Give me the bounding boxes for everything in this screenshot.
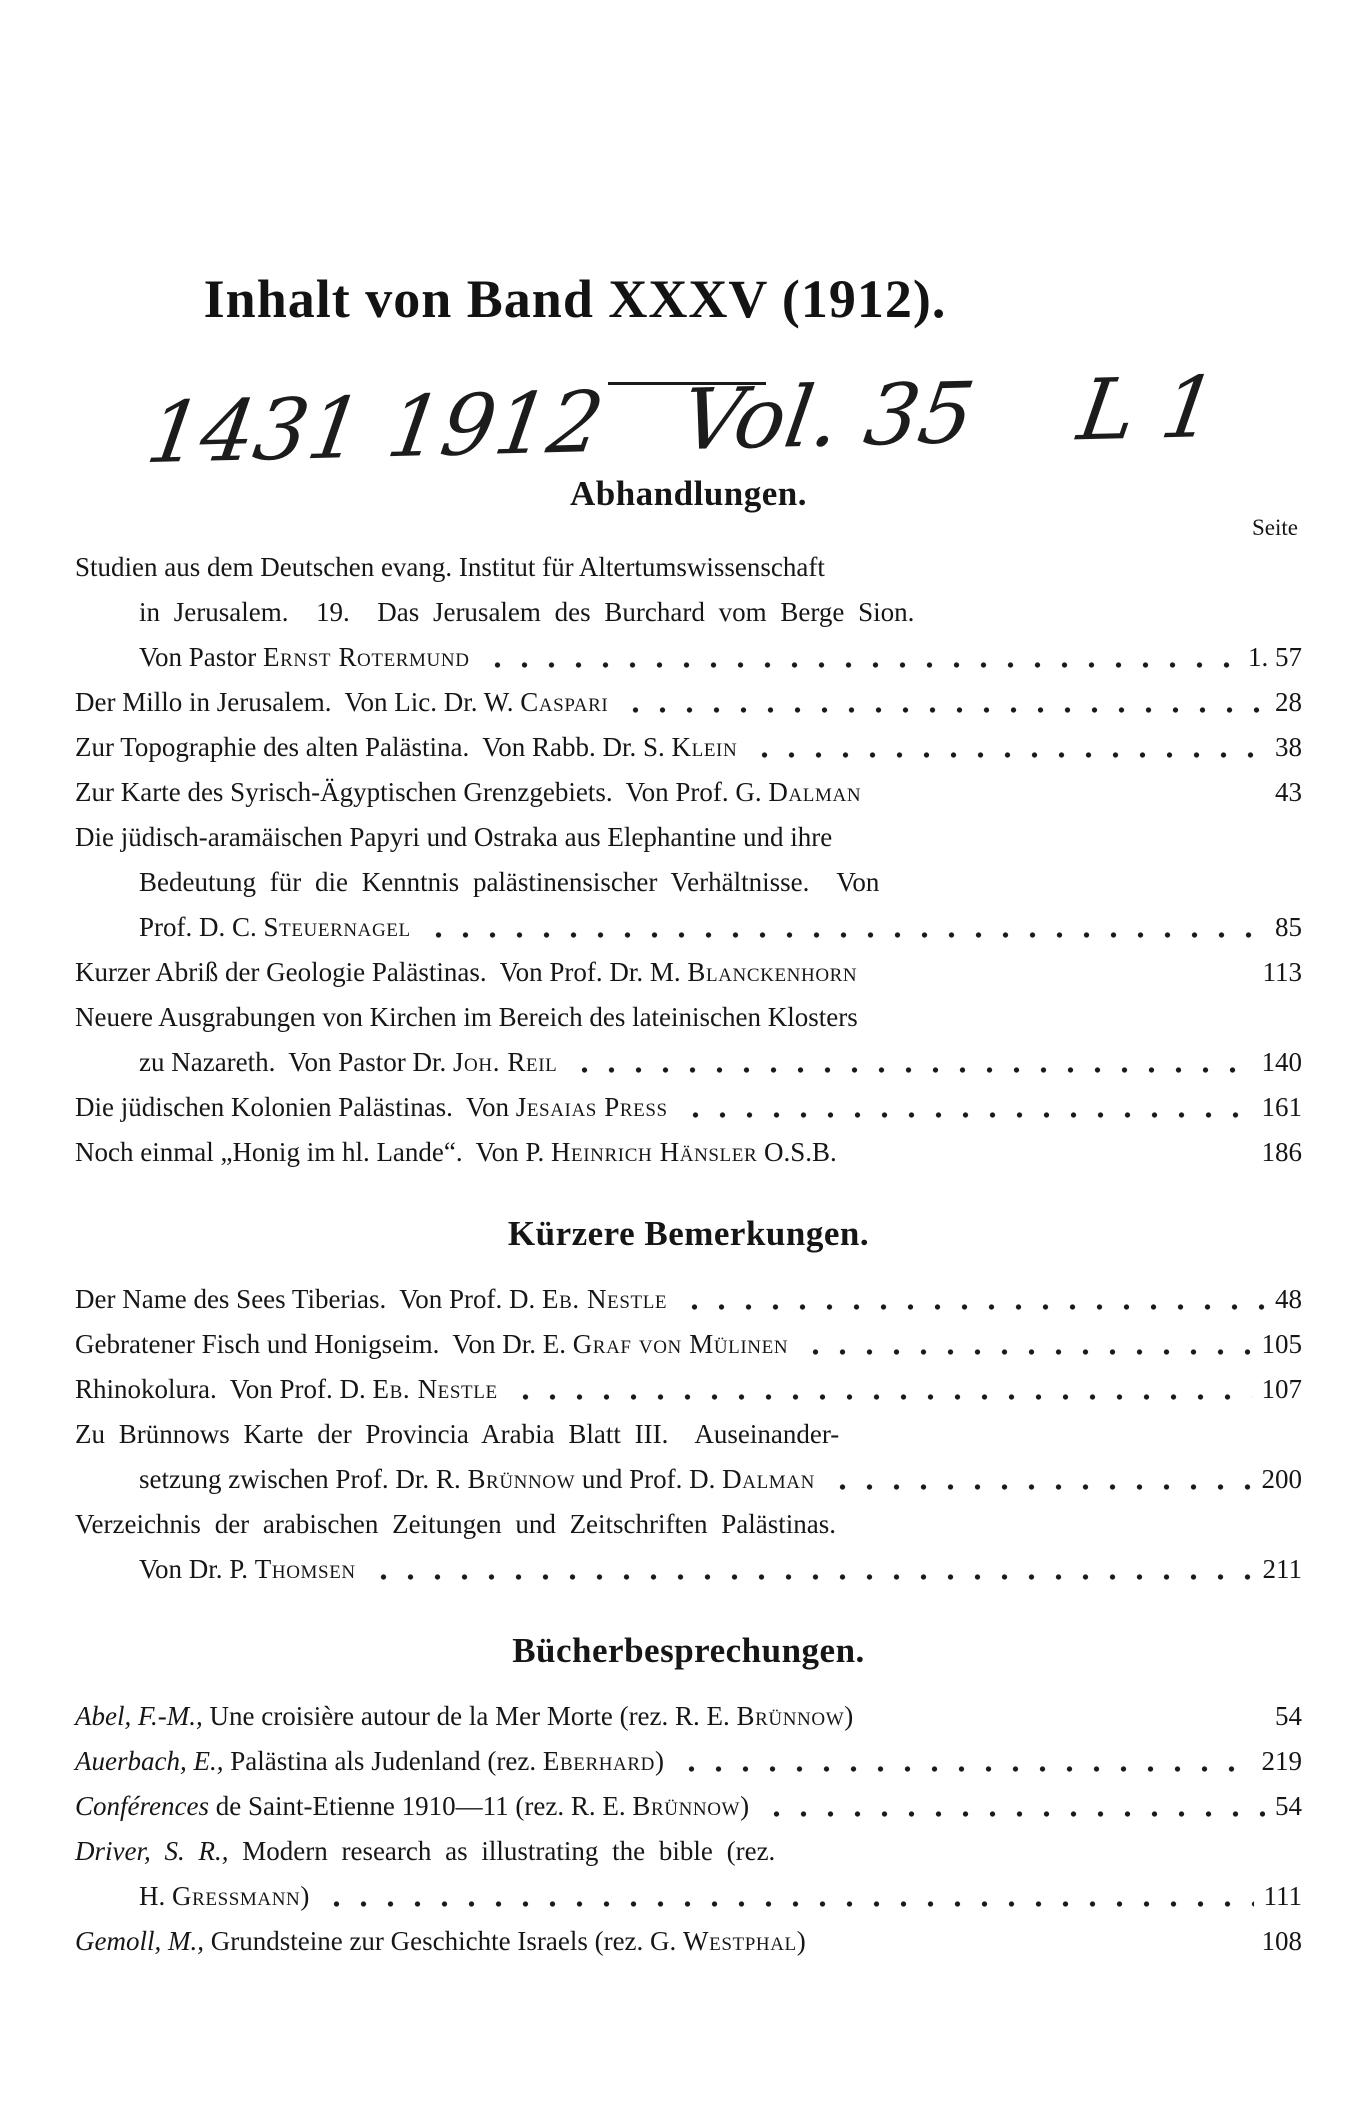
entry-text [75,1739,664,1784]
dot-leader [751,725,1265,770]
entry-text-segment: H. [139,1881,172,1911]
entry-text-segment: ) [300,1881,310,1911]
dot-leader [571,1040,1251,1085]
entry-text [75,590,914,635]
dot-leader [425,905,1265,950]
entry-text [75,1694,853,1739]
entry-text-segment: Verzeichnis der arabischen Zeitungen und Zeitschriften Palästinas. [75,1509,836,1539]
page-title: Inhalt von Band XXXV (1912). [203,269,947,329]
author-name: Eberhard [542,1746,655,1776]
entry-text [75,1919,806,1964]
page-number: 113 [1262,957,1302,987]
page-number: 85 [1275,912,1302,942]
author-name: Jesaias Press [515,1092,668,1122]
entry-text-segment: Palästina als Judenland (rez. [223,1746,543,1776]
toc-entry-line [75,1322,1302,1367]
toc-entry-line [75,1040,1302,1085]
page-number: 219 [1261,1746,1302,1776]
entry-text-segment: Grundsteine zur Geschichte Israels (rez. G. [203,1926,684,1956]
entry-text [75,995,858,1040]
dot-leader [763,1784,1265,1829]
entry-text-segment: Der Name des Sees Tiberias. Von Prof. D. [75,1284,542,1314]
page-number: 111 [1263,1881,1302,1911]
toc-entry-line [75,725,1302,770]
entry-text-segment: Zu Brünnows Karte der Provincia Arabia Blatt III. Auseinander- [75,1419,840,1449]
entry-text [75,1277,667,1322]
toc-entry-line [75,1457,1302,1502]
toc-entry-line [75,905,1302,950]
entry-text-segment: Studien aus dem Deutschen evang. Institut für Altertumswissenschaft [75,552,825,582]
handwritten-annotation: 1431 1912 Vol. 35 L 1 [140,357,1224,483]
entry-text [75,680,608,725]
page-number: 38 [1275,732,1302,762]
author-name: Westphal [683,1926,797,1956]
author-name: Brünnow [632,1791,741,1821]
seite-column-label: Seite [1252,515,1298,540]
entry-text [75,1130,837,1175]
author-name: Klein [671,732,738,762]
dot-leader [682,1085,1252,1130]
toc-entry-line [75,815,1302,860]
author-name: Brünnow [736,1701,845,1731]
entry-text-segment: Von Pastor [139,642,264,672]
dot-leader [678,1739,1252,1784]
author-name: Joh. Reil [452,1047,558,1077]
toc-entry-line [75,950,1302,995]
entry-text [75,1502,836,1547]
toc-entry-line [75,1547,1302,1592]
page-number: 1. 57 [1248,642,1302,672]
page-number: 54 [1275,1701,1302,1731]
section-heading: Kürzere Bemerkungen. [507,1214,870,1253]
toc-entry-line [75,545,1302,590]
toc-entry-line [75,1919,1302,1964]
dot-leader [867,1694,1265,1739]
toc-section [75,1630,1302,1964]
toc-entry-line [75,1739,1302,1784]
entry-text [75,1085,668,1130]
dot-leader [323,1874,1253,1919]
dot-leader [802,1322,1251,1367]
entry-text-segment: Kurzer Abriß der Geologie Palästinas. Von Prof. Dr. M. [75,957,688,987]
dot-leader [512,1367,1252,1412]
section-heading: Abhandlungen. [569,474,808,513]
page-number: 54 [1275,1791,1302,1821]
entry-text-segment: Die jüdischen Kolonien Palästinas. Von [75,1092,516,1122]
entry-text-segment: Rhinokolura. Von Prof. D. [75,1374,373,1404]
toc-entry-line [75,1085,1302,1130]
page-number: 200 [1261,1464,1302,1494]
page-number: 43 [1275,777,1302,807]
entry-text-segment: Modern research as illustrating the bible (rez. [228,1836,776,1866]
toc-entry-line [75,1502,1302,1547]
entry-text [75,950,857,995]
entry-text-segment: Driver, S. R., [75,1836,229,1866]
toc-section [75,473,1302,1175]
entry-text-segment: in Jerusalem. 19. Das Jerusalem des Burchard vom Berge Sion. [139,597,915,627]
toc-entry-line [75,1829,1302,1874]
page-number: 140 [1261,1047,1302,1077]
dot-leader [622,680,1265,725]
entry-text [75,815,832,860]
page-number: 107 [1261,1374,1302,1404]
entry-text-segment: Noch einmal „Honig im hl. Lande“. Von P. [75,1137,551,1167]
toc-entry-line [75,635,1302,680]
page-number: 28 [1275,687,1302,717]
toc-entry-line [75,1412,1302,1457]
toc-entry-line [75,770,1302,815]
dot-leader [681,1277,1265,1322]
toc-entry-line [75,1277,1302,1322]
entry-text-segment: zu Nazareth. Von Pastor Dr. [139,1047,453,1077]
toc-entry-line [75,1784,1302,1829]
entry-text [75,545,825,590]
page-number: 161 [1261,1092,1302,1122]
entry-text-segment: Prof. D. C. [139,912,264,942]
author-name: Steuernagel [263,912,411,942]
entry-text [75,1322,788,1367]
entry-text [75,1784,749,1829]
entry-text [75,635,470,680]
dot-leader [875,770,1265,815]
entry-text-segment: ) [844,1701,854,1731]
entry-text-segment: Der Millo in Jerusalem. Von Lic. Dr. W. [75,687,521,717]
toc-content [75,473,1302,1964]
entry-text-segment: O.S.B. [757,1137,837,1167]
entry-text [75,1829,775,1874]
page-number: 186 [1261,1137,1302,1167]
entry-text-segment: ) [654,1746,664,1776]
toc-entry-line [75,1367,1302,1412]
dot-leader [484,635,1238,680]
author-name: Blanckenhorn [687,957,858,987]
page-number: 105 [1261,1329,1302,1359]
entry-text [75,860,879,905]
author-name: Eb. Nestle [372,1374,498,1404]
entry-text-segment: ) [796,1926,806,1956]
toc-entry-line [75,1130,1302,1175]
toc-entry-line [75,860,1302,905]
author-name: Thomsen [254,1554,356,1584]
entry-text-segment: de Saint-Etienne 1910—11 (rez. R. E. [208,1791,633,1821]
entry-text [75,1457,815,1502]
page-number: 108 [1261,1926,1302,1956]
entry-text-segment: Von Dr. P. [139,1554,255,1584]
entry-text-segment: Gemoll, M., [75,1926,204,1956]
entry-text [75,905,411,950]
toc-section [75,1213,1302,1592]
entry-text [75,1874,309,1919]
entry-text-segment: Bedeutung für die Kenntnis palästinensischer Verhältnisse. Von [139,867,880,897]
entry-text-segment: Zur Karte des Syrisch-Ägyptischen Grenzgebiets. Von Prof. G. [75,777,769,807]
section-heading: Bücherbesprechungen. [512,1631,865,1670]
toc-entry-line [75,680,1302,725]
author-name: Eb. Nestle [541,1284,668,1314]
dot-leader [829,1457,1252,1502]
entry-text [75,1040,557,1085]
entry-text [75,1412,839,1457]
entry-text-segment: Conférences [75,1791,209,1821]
toc-entry-line [75,995,1302,1040]
author-name: Dalman [722,1464,815,1494]
dot-leader [851,1130,1252,1175]
page-number: 48 [1275,1284,1302,1314]
toc-entry-line [75,1874,1302,1919]
toc-entry-line [75,1694,1302,1739]
author-name: Heinrich Hänsler [550,1137,758,1167]
author-name: Caspari [520,687,609,717]
entry-text-segment: Une croisière autour de la Mer Morte (rez. R. E. [202,1701,737,1731]
entry-text-segment: Auerbach, E., [75,1746,224,1776]
entry-text [75,1547,356,1592]
toc-entry-line [75,590,1302,635]
entry-text-segment: Neuere Ausgrabungen von Kirchen im Bereich des lateinischen Klosters [75,1002,858,1032]
author-name: Ernst Rotermund [263,642,470,672]
entry-text [75,770,861,815]
entry-text-segment: und Prof. D. [575,1464,723,1494]
dot-leader [820,1919,1252,1964]
entry-text-segment: setzung zwischen Prof. Dr. R. [139,1464,468,1494]
page-number: 211 [1262,1554,1302,1584]
entry-text-segment: Gebratener Fisch und Honigseim. Von Dr. E. [75,1329,573,1359]
dot-leader [871,950,1252,995]
author-name: Dalman [768,777,862,807]
entry-text-segment: Zur Topographie des alten Palästina. Von Rabb. Dr. S. [75,732,672,762]
author-name: Brünnow [467,1464,576,1494]
entry-text [75,725,737,770]
author-name: Gressmann [172,1881,301,1911]
dot-leader [370,1547,1253,1592]
entry-text-segment: Abel, F.-M., [75,1701,203,1731]
entry-text-segment: ) [740,1791,750,1821]
author-name: Graf von Mülinen [572,1329,789,1359]
entry-text [75,1367,498,1412]
entry-text-segment: Die jüdisch-aramäischen Papyri und Ostraka aus Elephantine und ihre [75,822,833,852]
